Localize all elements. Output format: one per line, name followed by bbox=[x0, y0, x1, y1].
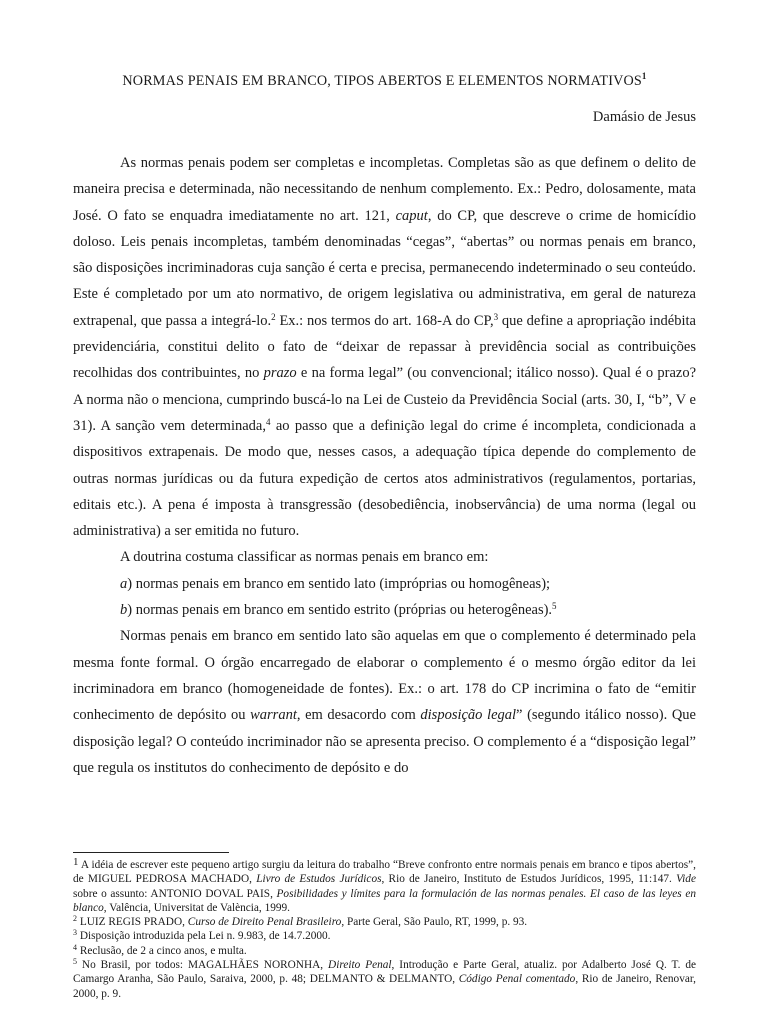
list-item-b: b) normas penais em branco em sentido estrito (próprias ou heterogêneas).$^5$ bbox=[120, 601, 557, 619]
paragraph-3: Normas penais em branco em sentido lato são aquelas em que o complemento é determinado pela mesma fonte formal. O órgão encarregado de elaborar o complemento é o mesmo órgão editor da lei incriminadora em branco (homogeneidade de fontes). Ex.: o art. 178 do CP incrimina o fato de “emitir conhecimento de depósito ou warrant, em desacordo com disposição legal” (segundo itálico nosso). Que disposição legal? O conteúdo incriminador não se apresenta preciso. O complemento é a “disposição legal” que regula os institutos do conhecimento de depósito e do bbox=[73, 628, 696, 776]
footnotes bbox=[73, 858, 696, 1001]
list-item-a: a) normas penais em branco em sentido lato (impróprias ou homogêneas); bbox=[120, 575, 551, 592]
footnote-separator bbox=[73, 852, 229, 853]
footnote-ref-2[interactable]: 2 bbox=[271, 311, 276, 322]
footnote-3: $^3$ Disposição introduzida pela Lei n. 9.983, de 14.7.2000. bbox=[73, 928, 331, 943]
footnote-2: $^2$ LUIZ REGIS PRADO, Curso de Direito Penal Brasileiro, Parte Geral, São Paulo, RT, 1999, p. 93. bbox=[73, 914, 528, 929]
paragraph-2: A doutrina costuma classificar as normas penais em branco em: bbox=[120, 549, 489, 566]
footnote-ref-3[interactable]: 3 bbox=[493, 311, 499, 322]
author-name: Damásio de Jesus bbox=[592, 109, 696, 125]
footnote-5: $^5$ No Brasil, por todos: MAGALHÃES NORONHA, Direito Penal, Introdução e Parte Geral, atualiz. por Adalberto José Q. T. de Camargo Aranha, São Paulo, Saraiva, 2000, p. 48; DELMANTO & DELMANTO, Código Penal comentado, Rio de Janeiro, Renovar, 2000, p. 9. bbox=[73, 957, 697, 1000]
footnote-ref-4[interactable]: 4 bbox=[265, 416, 271, 427]
document-body bbox=[73, 150, 696, 781]
title-footnote-ref[interactable]: 1 bbox=[641, 71, 647, 81]
footnote-4: $^4$ Reclusão, de 2 a cinco anos, e multa. bbox=[73, 942, 247, 957]
paragraph-1: As normas penais podem ser completas e incompletas. Completas são as que definem o delito de maneira precisa e determinada, não necessitando de nenhum complemento. Ex.: Pedro, dolosamente, mata José. O fato se enquadra imediatamente no art. 121, caput, do CP, que descreve o crime de homicídio doloso. Leis penais incompletas, também denominadas “cegas”, “abertas” ou normas penais em branco, são disposições incriminadoras cuja sanção é certa e precisa, permanecendo indeterminado o seu conteúdo. Este é completado por um ato normativo, de origem legislativa ou administrativa, em geral de natureza extrapenal, que passa a integrá-lo.$^2$ Ex.: nos termos do art. 168-A do CP,$^3$ que define a apropriação indébita previdenciária, constitui delito o fato de “deixar de repassar à previdência social as contribuições recolhidas dos contribuintes, no prazo e na forma legal” (ou convencional; itálico nosso). Qual é o prazo? A norma não o menciona, cumprindo buscá-lo na Lei de Custeio da Previdência Social (arts. 30, I, “b”, V e 31). A sanção vem determinada,$^4$ ao passo que a definição legal do crime é incompleta, condicionada a dispositivos extrapenais. De modo que, nesses casos, a adequação típica depende do complemento de outras normas jurídicas ou da futura expedição de certos atos administrativos (regulamentos, portarias, editais etc.). A pena é imposta à transgressão (desobediência, inobservância) de uma norma (legal ou administrativa) a ser emitida no futuro. bbox=[73, 155, 697, 540]
footnote-ref-5[interactable]: 5 bbox=[552, 601, 557, 612]
document-title: NORMAS PENAIS EM BRANCO, TIPOS ABERTOS E ELEMENTOS NORMATIVOS$^1$ bbox=[122, 71, 647, 89]
footnote-1: $^1$ A idéia de escrever este pequeno artigo surgiu da leitura do trabalho “Breve confronto entre normais penais em branco e tipos abertos”, de MIGUEL PEDROSA MACHADO, Livro de Estudos Jurídicos, Rio de Janeiro, Instituto de Estudos Jurídicos, 1995, 11:147. Vide sobre o assunto: ANTONIO DOVAL PAIS, Posibilidades y límites para la formulación de las normas penales. El caso de las leyes en blanco, Valência, Universitat de València, 1999. bbox=[73, 856, 696, 914]
